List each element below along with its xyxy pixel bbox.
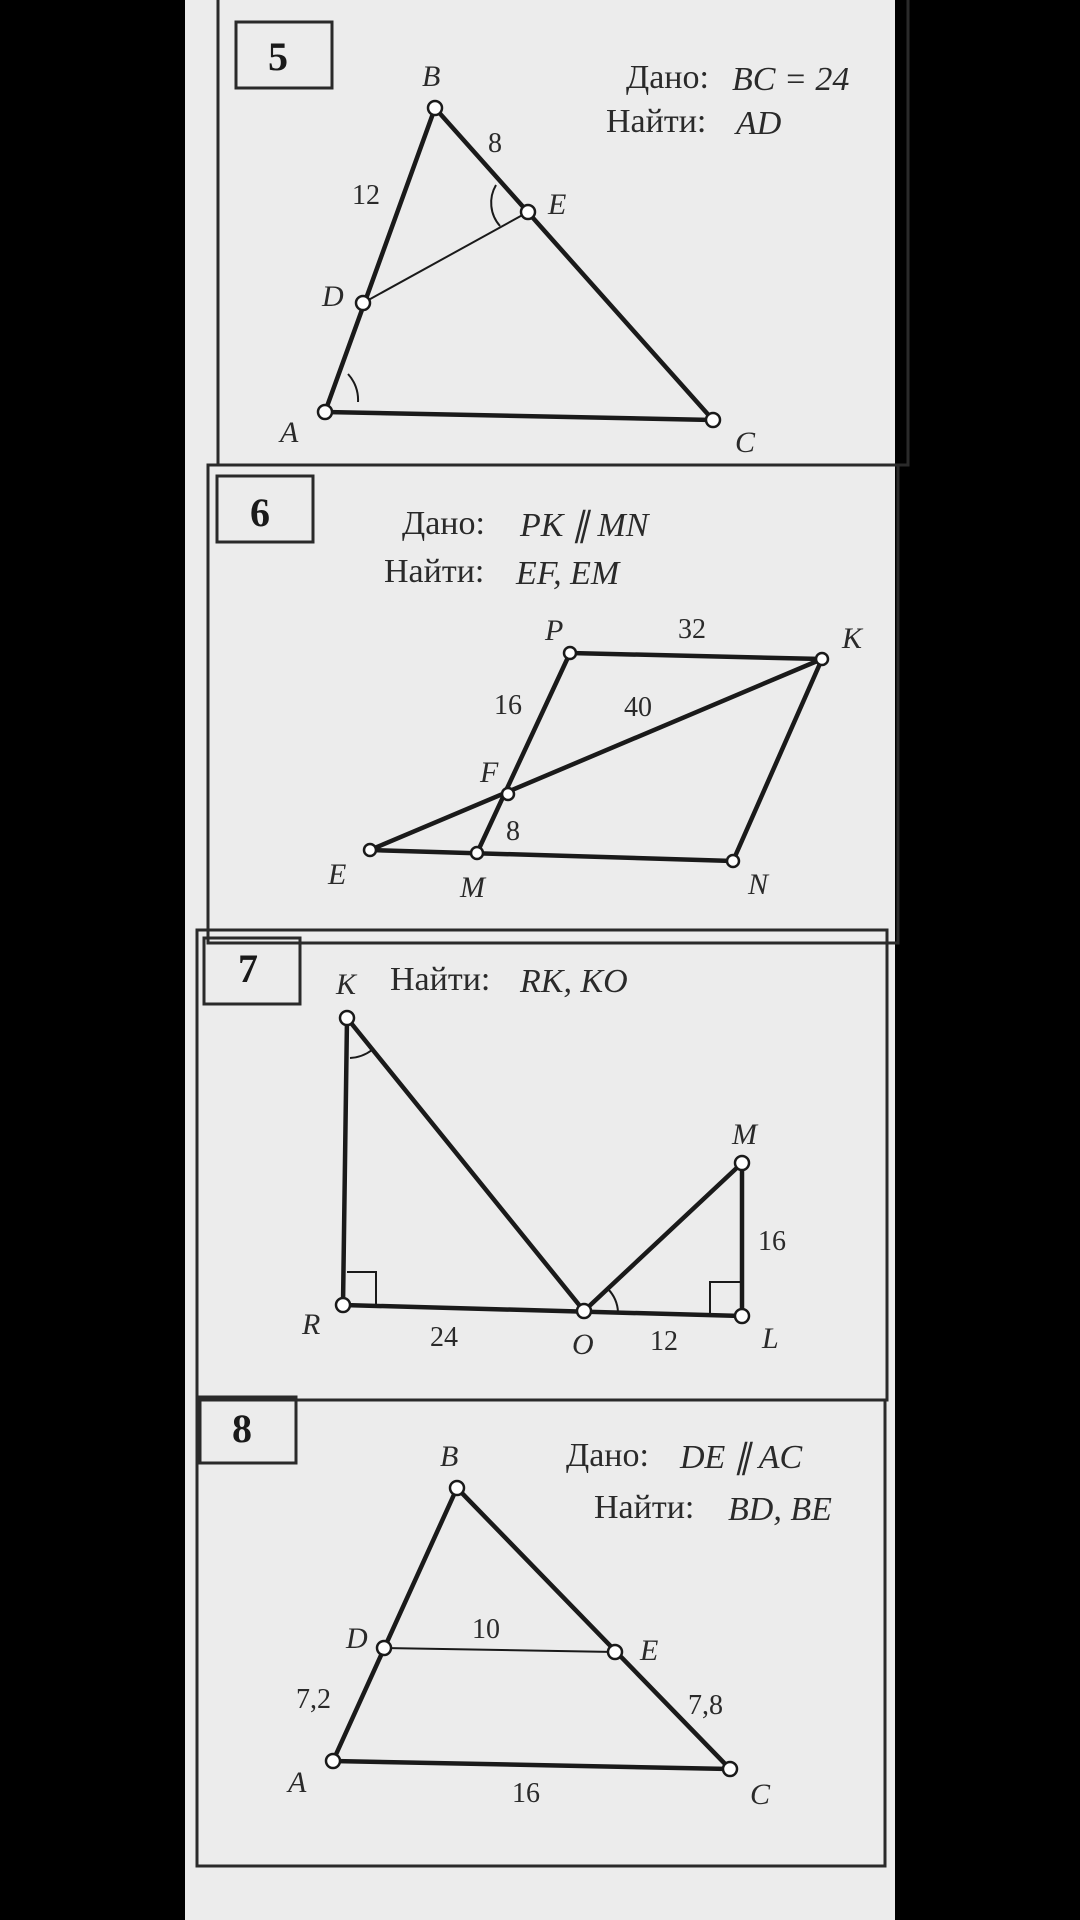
point-A: [318, 405, 332, 419]
angle-A-mark: [348, 374, 358, 402]
side-PM: [477, 653, 570, 853]
label-E: E: [640, 1634, 659, 1667]
point-P: [564, 647, 576, 659]
label-C: C: [750, 1778, 771, 1811]
side-AC: [333, 1761, 730, 1769]
label-F: F: [480, 756, 499, 789]
point-B: [428, 101, 442, 115]
point-K: [340, 1011, 354, 1025]
value-OL: 12: [650, 1326, 678, 1357]
problem-6-given-label: Дано:: [402, 505, 485, 542]
value-AC: 16: [512, 1778, 540, 1809]
label-K: K: [336, 968, 357, 1001]
point-E: [521, 205, 535, 219]
label-E: E: [328, 858, 347, 891]
point-F: [502, 788, 514, 800]
line-EK: [370, 659, 822, 850]
label-N: N: [748, 868, 769, 901]
problem-8-find-expr: BD, BE: [728, 1491, 832, 1528]
label-M: M: [460, 871, 485, 904]
value-EC: 7,8: [688, 1690, 723, 1721]
problem-6-given-expr: PK ∥ MN: [520, 507, 649, 544]
label-R: R: [302, 1308, 321, 1341]
problem-5-find-expr: AD: [736, 105, 782, 142]
problem-5-find-label: Найти:: [606, 103, 707, 140]
side-AB: [325, 108, 435, 412]
label-A: A: [288, 1766, 307, 1799]
value-FM: 8: [506, 816, 520, 847]
label-K: K: [842, 622, 863, 655]
point-C: [706, 413, 720, 427]
problem-5: [218, 0, 908, 465]
label-B: B: [440, 1440, 459, 1473]
problem-6: [208, 465, 898, 943]
value-AD: 7,2: [296, 1684, 331, 1715]
value-RO: 24: [430, 1322, 458, 1353]
problem-8-given-expr: DE ∥ AC: [680, 1439, 803, 1476]
problem-8-find-label: Найти:: [594, 1489, 695, 1526]
point-A: [326, 1754, 340, 1768]
angle-E-mark: [491, 185, 500, 226]
label-P: P: [545, 614, 564, 647]
problem-6-find-expr: EF, EM: [516, 555, 620, 592]
right-angle-R: [347, 1272, 376, 1305]
point-K: [816, 653, 828, 665]
segment-DE: [384, 1648, 615, 1652]
side-KR: [343, 1018, 347, 1305]
problem-7: [197, 930, 887, 1400]
value-FK: 40: [624, 692, 652, 723]
point-N: [727, 855, 739, 867]
problem-8: [197, 1397, 885, 1866]
label-O: O: [572, 1328, 594, 1361]
value-PK: 32: [678, 614, 706, 645]
point-M: [471, 847, 483, 859]
side-AC: [325, 412, 713, 420]
label-A: A: [280, 416, 299, 449]
value-BD: 12: [352, 180, 380, 211]
point-C: [723, 1762, 737, 1776]
point-O: [577, 1304, 591, 1318]
label-D: D: [346, 1622, 368, 1655]
problem-5-given-label: Дано:: [626, 59, 709, 96]
point-L: [735, 1309, 749, 1323]
angle-K-mark: [350, 1050, 372, 1058]
problem-8-given-label: Дано:: [566, 1437, 649, 1474]
problem-7-find-label: Найти:: [390, 961, 491, 998]
value-PF: 16: [494, 690, 522, 721]
point-E: [608, 1645, 622, 1659]
angle-O-mark: [608, 1289, 618, 1312]
point-B: [450, 1481, 464, 1495]
label-D: D: [322, 280, 344, 313]
side-OM: [584, 1163, 742, 1311]
label-B: B: [422, 60, 441, 93]
label-C: C: [735, 426, 756, 459]
side-KO: [347, 1018, 584, 1311]
label-L: L: [762, 1322, 779, 1355]
label-E: E: [548, 188, 567, 221]
problem-7-find-expr: RK, KO: [520, 963, 628, 1000]
side-BC: [435, 108, 713, 420]
problem-5-given-expr: BC = 24: [732, 61, 850, 98]
line-EN: [370, 850, 733, 861]
point-R: [336, 1298, 350, 1312]
value-DE: 10: [472, 1614, 500, 1645]
problem-5-number: 5: [268, 34, 288, 79]
point-E: [364, 844, 376, 856]
value-BE: 8: [488, 128, 502, 159]
point-M: [735, 1156, 749, 1170]
side-PK: [570, 653, 822, 659]
problem-6-number: 6: [250, 490, 270, 535]
problem-8-number: 8: [232, 1406, 252, 1451]
point-D: [377, 1641, 391, 1655]
segment-DE: [363, 212, 528, 303]
problem-7-number: 7: [238, 946, 258, 991]
point-D: [356, 296, 370, 310]
line-RL: [343, 1305, 742, 1316]
problem-6-find-label: Найти:: [384, 553, 485, 590]
label-M: M: [732, 1118, 757, 1151]
value-ML: 16: [758, 1226, 786, 1257]
